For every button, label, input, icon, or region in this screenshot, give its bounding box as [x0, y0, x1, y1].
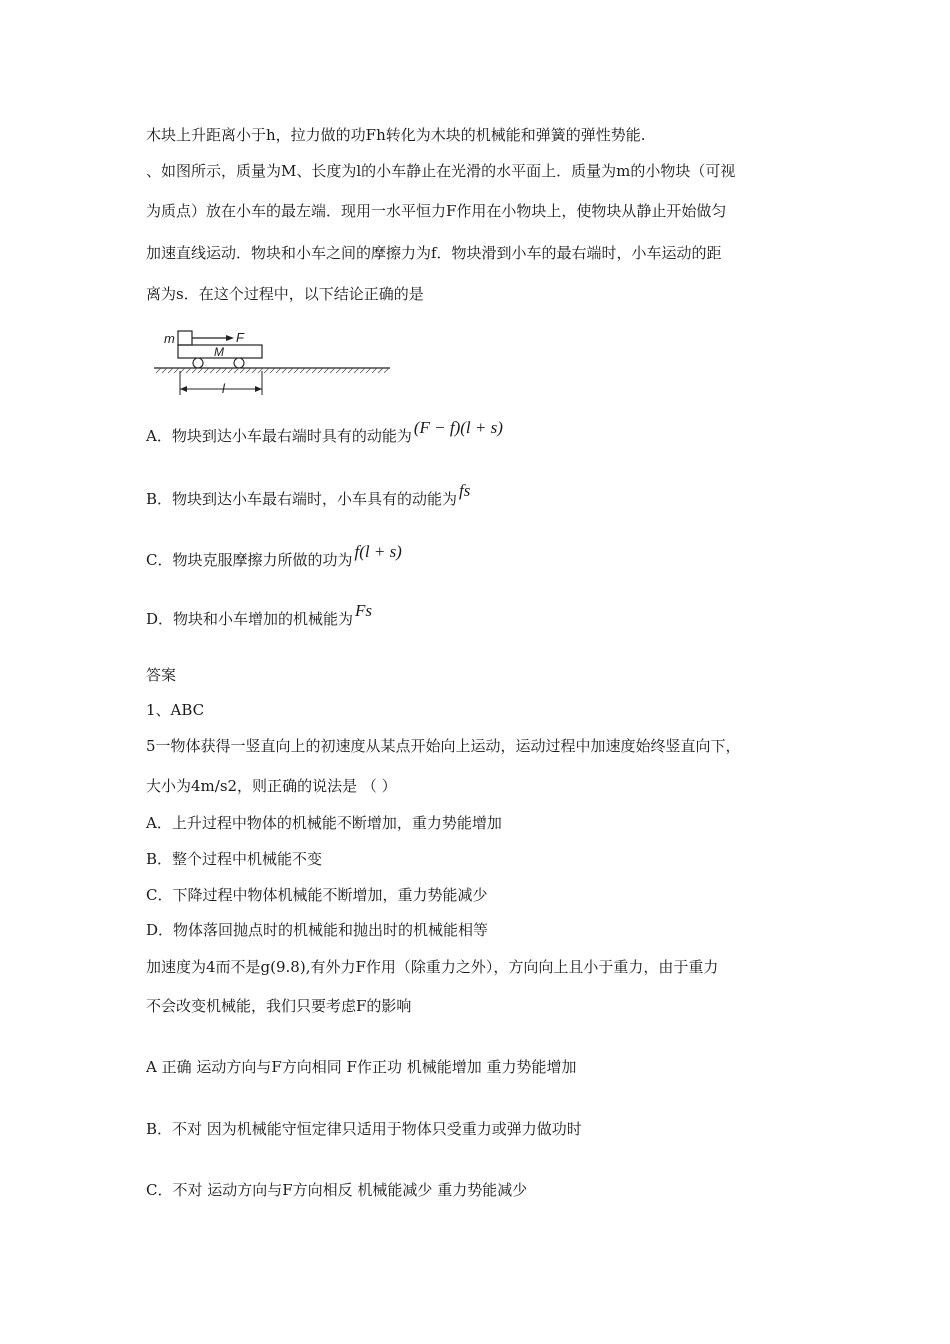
label-M: M: [214, 345, 224, 359]
option-a-text: A．物块到达小车最右端时具有的动能为: [146, 427, 412, 445]
q5-option-d: D．物体落回抛点时的机械能和抛出时的机械能相等: [146, 921, 489, 939]
line-5: 离为s．在这个过程中，以下结论正确的是: [146, 285, 424, 303]
cart-figure: [150, 325, 395, 400]
force-arrowhead: [226, 335, 234, 341]
length-arrow-right: [255, 386, 262, 392]
explain-c: C．不对 运动方向与F方向相反 机械能减少 重力势能减少: [146, 1181, 528, 1199]
answer-value: 1、ABC: [146, 701, 205, 719]
option-b-text: B．物块到达小车最右端时，小车具有的动能为: [146, 490, 458, 508]
line-4: 加速直线运动．物块和小车之间的摩擦力为f．物块滑到小车的最右端时，小车运动的距: [146, 244, 722, 262]
option-d: [146, 601, 373, 629]
q5-explain-1: 加速度为4而不是g(9.8),有外力F作用（除重力之外），方向向上且小于重力，由于重力: [146, 958, 719, 976]
q5-line-1: 5一物体获得一竖直向上的初速度从某点开始向上运动，运动过程中加速度始终竖直向下，: [146, 737, 741, 755]
block-m: [178, 331, 192, 345]
label-F: F: [236, 330, 244, 345]
wheel-left: [193, 358, 203, 368]
line-1: 木块上升距离小于h，拉力做的功Fh转化为木块的机械能和弹簧的弹性势能.: [146, 126, 646, 144]
option-a-math: (F − f)(l + s): [413, 418, 503, 437]
length-arrow-left: [180, 386, 187, 392]
explain-b: B．不对 因为机械能守恒定律只适用于物体只受重力或弹力做功时: [146, 1120, 582, 1138]
q5-option-c: C．下降过程中物体机械能不断增加，重力势能减少: [146, 886, 488, 904]
ground-hatching: [156, 368, 389, 373]
option-c-math: f(l + s): [354, 542, 402, 561]
answer-label: 答案: [146, 666, 177, 684]
option-c: [146, 542, 402, 570]
option-d-text: D．物块和小车增加的机械能为: [146, 610, 354, 628]
option-d-math: Fs: [355, 601, 373, 620]
q5-option-a: A．上升过程中物体的机械能不断增加，重力势能增加: [146, 814, 502, 832]
option-a: [146, 418, 503, 446]
q5-option-b: B．整个过程中机械能不变: [146, 850, 323, 868]
option-b-math: fs: [459, 481, 471, 500]
option-c-text: C．物块克服摩擦力所做的功为: [146, 551, 353, 569]
wheel-right: [234, 358, 244, 368]
explain-a: A 正确 运动方向与F方向相同 F作正功 机械能增加 重力势能增加: [146, 1058, 577, 1076]
q5-explain-2: 不会改变机械能，我们只要考虑F的影响: [146, 997, 412, 1015]
label-m: m: [164, 331, 175, 346]
label-l: l: [222, 381, 225, 396]
option-b: [146, 481, 471, 509]
line-2: 、如图所示，质量为M、长度为l的小车静止在光滑的水平面上．质量为m的小物块（可视: [146, 162, 736, 180]
line-3: 为质点）放在小车的最左端．现用一水平恒力F作用在小物块上，使物块从静止开始做匀: [146, 202, 727, 220]
q5-line-2: 大小为4m/s2，则正确的说法是 （ ）: [146, 777, 397, 795]
